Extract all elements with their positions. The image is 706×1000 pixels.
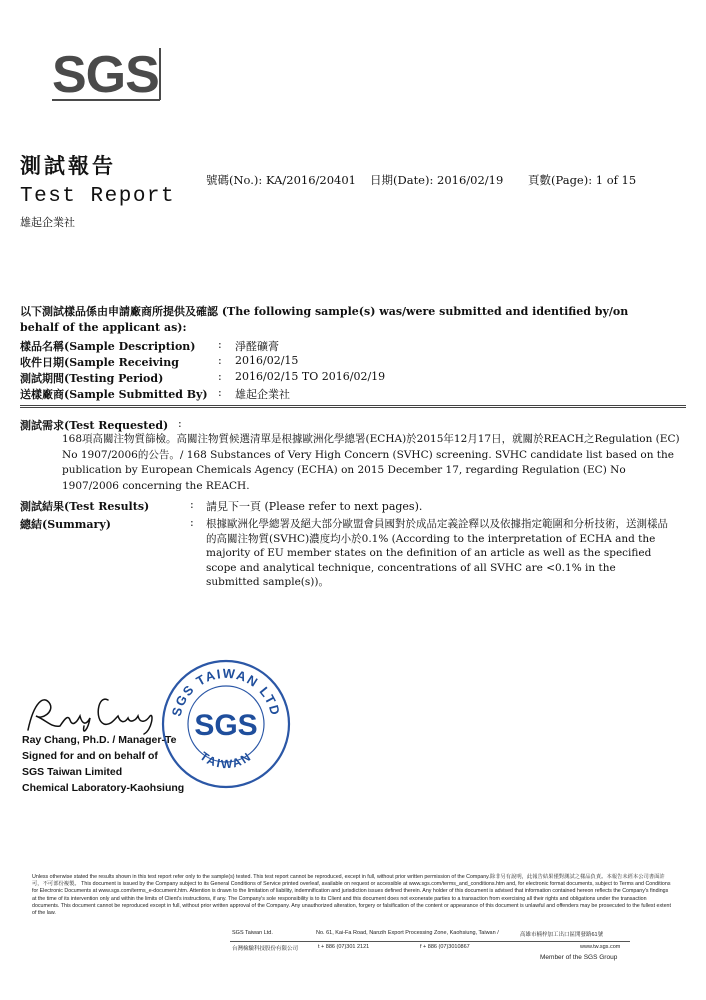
signatory-lab: Chemical Laboratory-Kaohsiung (22, 782, 185, 794)
test-results-value: 請見下一頁 (Please refer to next pages). (206, 500, 423, 513)
summary-label: 總結(Summary) (20, 518, 111, 531)
footer-web: www.tw.sgs.com (580, 944, 621, 950)
seal-center-text: SGS (194, 709, 258, 742)
footer-company-en: SGS Taiwan Ltd. (232, 930, 273, 936)
field-label: 收件日期(Sample Receiving (20, 356, 179, 369)
logo-text: SGS (52, 46, 159, 102)
footer-address-en: No. 61, Kai-Fa Road, Nanzih Export Processing Zone, Kaohsiung, Taiwan / (316, 930, 499, 936)
summary-body: 根據歐洲化學總署及絕大部分歐盟會員國對於成品定義詮釋以及依據指定範圍和分析技術，送測樣品的高關注物質(SVHC)濃度均小於0.1% (According to the interpretation of ECHA and the majority of EU member states on the definition of an article as well as the specified scope and analytical technique, concentrations of all SVHC are <0.1% in the submitted sample(s))。 (206, 518, 668, 588)
title-english: Test Report (20, 185, 176, 208)
report-number: 號碼(No.): KA/2016/20401 (206, 173, 356, 187)
member-of-sgs-group: Member of the SGS Group (540, 954, 618, 961)
test-requested-body: 168項高關注物質篩檢。高關注物質候選清單是根據歐洲化學總署(ECHA)於2015年12月17日，就關於REACH之Regulation (EC) No 1907/2006的公告。/ 168 Substances of Very High Concern (SVHC) screening. SVHC candidate list based on the publication by European Chemicals Agency (ECHA) on 2015 December 17, regarding Regulation (EC) No 1907/2006 concerning the REACH. (62, 433, 680, 492)
field-colon: : (218, 338, 222, 351)
signatory-company: SGS Taiwan Limited (22, 766, 123, 778)
footer-tel: t + 886 (07)301 2121 (318, 944, 370, 950)
legal-disclaimer: Unless otherwise stated the results shown in this test report refer only to the sample(s) tested. This test report cannot be reproduced, except in full, without prior written permission of the Company.除非另有說明，此報告結果僅對測試之樣品負責。本報告未經本公司書面許可，不可部份複製。 This document is issued by the Company subject to its General Conditions of Service printed overleaf, available on request or accessible at www.sgs.com/terms_and_conditions.htm and, for electronic format documents, subject to Terms and Conditions for Electronic Documents at www.sgs.com/terms_e-document.htm. Attention is drawn to the limitation of liability, indemnification and jurisdiction issues defined therein. Any holder of this document is advised that information contained hereon reflects the Company's findings at the time of its intervention only and within the limits of Client's instructions, if any. The Company's sole responsibility is to its Client and this document does not exonerate parties to a transaction from exercising all their rights and obligations under the transaction documents. This document cannot be reproduced except in full, without prior written approval of the Company. Any unauthorized alteration, forgery or falsification of the content or appearance of this document is unlawful and offenders may be prosecuted to the fullest extent of the law. (32, 874, 671, 917)
field-value: 雄起企業社 (235, 388, 290, 401)
field-label: 測試期間(Testing Period) (20, 372, 164, 385)
field-value: 2016/02/15 (235, 354, 299, 367)
separator-line (20, 405, 686, 408)
field-value: 淨醛礦膏 (235, 340, 279, 353)
field-colon: : (218, 370, 222, 383)
field-colon: : (218, 354, 222, 367)
handwritten-signature (24, 690, 174, 736)
signatory-name: Ray Chang, Ph.D. / Manager-Te (22, 734, 177, 746)
field-label: 送樣廠商(Sample Submitted By) (20, 388, 208, 401)
field-colon: : (218, 386, 222, 399)
footer-divider (230, 941, 630, 942)
sgs-logo (52, 44, 164, 102)
seal-bottom-text: TAIWAN (197, 748, 255, 772)
field-value: 2016/02/15 TO 2016/02/19 (235, 370, 386, 383)
svg-text:TAIWAN (197, 749, 254, 771)
field-label: 樣品名稱(Sample Description) (20, 340, 196, 353)
test-results-colon: : (190, 498, 194, 511)
signatory-block (22, 732, 184, 796)
test-results-label: 測試結果(Test Results) (20, 500, 150, 513)
test-requested-colon: : (178, 417, 182, 430)
intro-statement: 以下測試樣品係由申請廠商所提供及確認 (The following sample(s) was/were submitted and identified by/on behalf of the applicant as): (20, 305, 629, 334)
footer-fax: f + 886 (07)3010867 (420, 944, 470, 950)
seal-top-text: SGS TAIWAN LTD (168, 665, 284, 718)
test-requested-label: 測試需求(Test Requested) (20, 419, 169, 432)
footer-company-zh: 台灣檢驗科技股份有限公司 (232, 946, 299, 952)
page-number: 頁數(Page): 1 of 15 (528, 173, 637, 187)
applicant-name-header: 雄起企業社 (20, 216, 75, 229)
footer-address-zh: 高雄市楠梓加工出口區開發路61號 (520, 932, 604, 938)
report-date: 日期(Date): 2016/02/19 (370, 173, 504, 187)
title-chinese: 測試報告 (20, 153, 116, 178)
summary-colon: : (190, 516, 194, 529)
signatory-line: Signed for and on behalf of (22, 750, 158, 762)
